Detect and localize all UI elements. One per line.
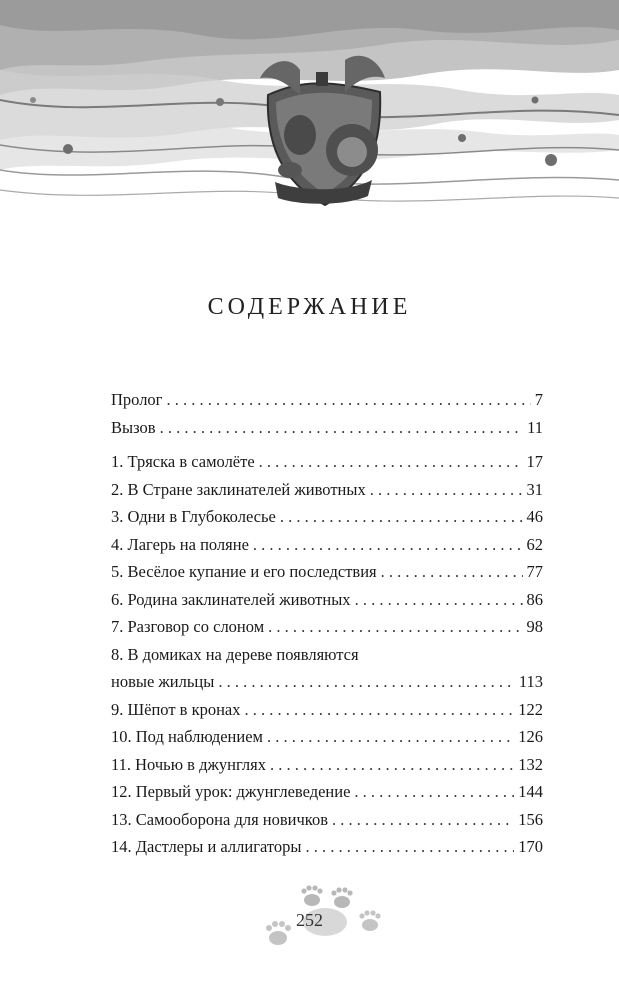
toc-entry [111, 696, 543, 724]
toc-entry [111, 668, 543, 696]
toc-entry-label: 3. Одни в Глубоколесье [111, 507, 276, 526]
toc-entry-page: 46 [526, 507, 543, 526]
page-title: СОДЕРЖАНИЕ [207, 294, 412, 320]
toc-entry-label: 1. Тряска в самолёте [111, 452, 255, 471]
toc-entry-page: 122 [518, 699, 543, 719]
toc-leader-dots [166, 386, 530, 414]
toc-entry [111, 558, 543, 586]
toc-leader-dots [332, 806, 514, 834]
toc-entry [111, 586, 543, 614]
toc-leader-dots [268, 613, 522, 641]
toc-entry-label: 4. Лагерь на поляне [111, 534, 249, 554]
toc-entry [111, 386, 543, 414]
crest-emblem-icon [0, 0, 619, 260]
toc-entry-label: 2. В Стране заклинателей животных [111, 479, 366, 499]
toc-entry-label: 14. Дастлеры и аллигаторы [111, 837, 302, 856]
toc-entry-page: 156 [518, 809, 543, 829]
toc-leader-dots [253, 531, 523, 559]
toc-entry-page: 113 [518, 672, 543, 691]
toc-entry-page: 7 [534, 390, 543, 409]
toc-leader-dots [160, 414, 524, 442]
toc-entry-page: 31 [526, 479, 543, 499]
toc-leader-dots [245, 696, 515, 724]
toc-entry [111, 613, 543, 641]
toc-entry-page: 132 [518, 754, 543, 774]
toc-leader-dots [355, 586, 523, 614]
toc-leader-dots [267, 723, 514, 751]
toc-entry-label: 8. В домиках на дереве появляются [111, 644, 359, 664]
toc-entry-label: новые жильцы [111, 672, 215, 691]
toc-entry-page: 62 [526, 534, 543, 554]
toc-entry [111, 806, 543, 834]
page-number: 252 [296, 910, 323, 930]
toc-entry [111, 414, 543, 442]
toc-entry-page: 86 [526, 589, 543, 609]
toc-entry-label: 11. Ночью в джунглях [111, 754, 266, 774]
toc-entry-label: 10. Под наблюдением [111, 727, 263, 746]
toc-leader-dots [354, 778, 514, 806]
toc-leader-dots [259, 448, 523, 476]
toc-entry-label: Пролог [111, 390, 163, 409]
toc-entry [111, 833, 543, 861]
toc-leader-dots [370, 476, 523, 504]
toc-entry-page: 144 [518, 782, 543, 801]
toc-entry-page: 17 [526, 452, 543, 471]
toc-entry [111, 476, 543, 504]
toc-entry [111, 641, 543, 669]
toc-entry-label: 9. Шёпот в кронах [111, 699, 241, 719]
toc-leader-dots [280, 503, 523, 531]
toc-entry-label: 5. Весёлое купание и его последствия [111, 562, 377, 581]
toc-leader-dots [381, 558, 523, 586]
toc-leader-dots [305, 833, 514, 861]
toc-leader-dots [218, 668, 515, 696]
toc-entry [111, 723, 543, 751]
toc-entry [111, 531, 543, 559]
toc-leader-dots [270, 751, 514, 779]
toc-entry [111, 751, 543, 779]
toc-entry-page: 98 [526, 617, 543, 636]
toc-entry-label: 7. Разговор со слоном [111, 617, 265, 636]
toc-entry-page: 170 [518, 837, 543, 856]
toc-entry-label: 6. Родина заклинателей животных [111, 589, 351, 609]
toc-entry-label: 13. Самооборона для новичков [111, 809, 329, 829]
toc-entry-page: 126 [518, 727, 543, 746]
toc-entry-page: 77 [526, 562, 543, 581]
toc-entry-label: Вызов [111, 417, 156, 437]
toc-entry [111, 503, 543, 531]
toc-entry [111, 448, 543, 476]
toc-entry-label: 12. Первый урок: джунглеведение [111, 782, 351, 801]
toc-entry [111, 778, 543, 806]
table-of-contents [111, 386, 543, 861]
toc-entry-page: 11 [527, 417, 543, 437]
